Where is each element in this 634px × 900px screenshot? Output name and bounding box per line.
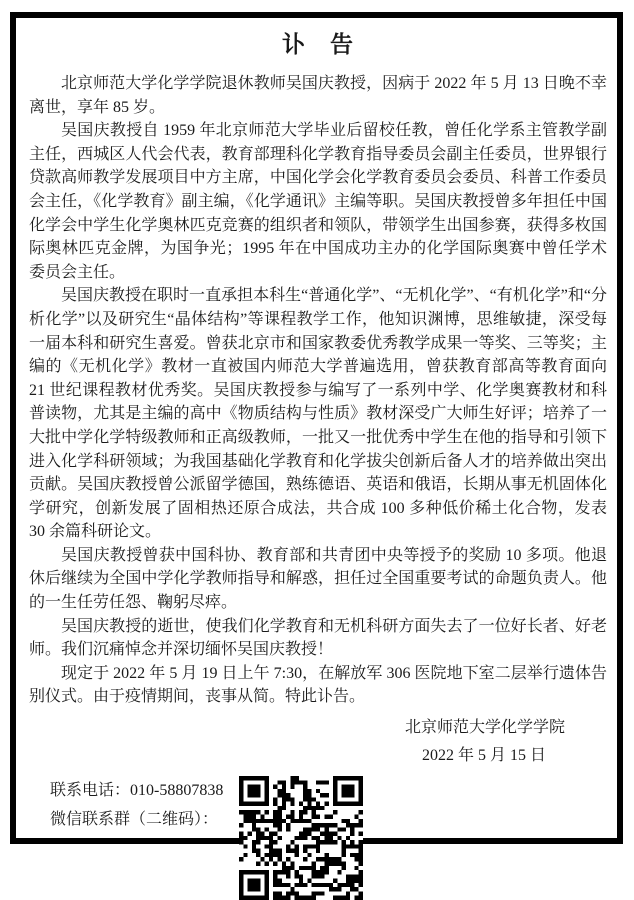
body-text [29, 72, 607, 709]
paragraph-teaching-research: 吴国庆教授在职时一直承担本科生“普通化学”、“无机化学”、“有机化学”和“分析化学”以及研究生“晶体结构”等课程教学工作，他知识渊博，思维敏捷，深受每一届本科和研究生喜爱。曾获北京市和国家教委优秀教学成果一等奖、三等奖；主编的《无机化学》教材一直被国内师范大学普遍选用，曾获教育部高等教育面向 21 世纪课程教材优秀奖。吴国庆教授参与编写了一系列中学、化学奥赛教材和科普读物，尤其是主编的高中《物质结构与性质》教材深受广大师生好评；培养了一大批中学化学特级教师和正高级教师，一批又一批优秀中学生在他的指导和引领下进入化学科研领域；为我国基础化学教育和化学拔尖创新后备人才的培养做出突出贡献。吴国庆教授曾公派留学德国，熟练德语、英语和俄语，长期从事无机固体化学研究，创新发展了固相热还原合成法，共合成 100 多种低价稀土化合物，发表 30 余篇科研论文。 [29, 287, 607, 541]
paragraph-awards: 吴国庆教授曾获中国科协、教育部和共青团中央等授予的奖励 10 多项。他退休后继续为全国中学化学教师指导和解惑，担任过全国重要考试的命题负责人。他的一生任劳任怨、鞠躬尽瘁。 [29, 546, 607, 612]
signature-organization: 北京师范大学化学学院 [404, 719, 565, 737]
paragraph-condolence: 吴国庆教授的逝世，使我们化学教育和无机科研方面失去了一位好长者、好老师。我们沉痛悼念并深切缅怀吴国庆教授！ [29, 617, 607, 659]
contact-block [29, 776, 607, 900]
contact-labels [50, 776, 239, 834]
signature-date: 2022 年 5 月 15 日 [421, 747, 546, 765]
paragraph-memorial-arrangements: 现定于 2022 年 5 月 19 日上午 7:30，在解放军 306 医院地下室二层举行遗体告别仪式。由于疫情期间，丧事从简。特此讣告。 [29, 664, 607, 706]
paragraph-death-notice: 北京师范大学化学学院退休教师吴国庆教授，因病于 2022 年 5 月 13 日晚不幸离世，享年 85 岁。 [29, 75, 607, 116]
contact-phone: 联系电话：010-58807838 [50, 782, 224, 800]
document-border-frame [10, 12, 623, 844]
paragraph-career: 吴国庆教授自 1959 年北京师范大学毕业后留校任教，曾任化学系主管教学副主任，西城区人代会代表，教育部理科化学教育指导委员会副主任委员，世界银行贷款高师教学发展项目中方主席，中国化学会化学教育委员会委员、科普工作委员会主任，《化学教育》副主编，《化学通讯》主编等职。吴国庆教授曾多年担任中国化学会中学生化学奥林匹克竞赛的组织者和领队，带领学生出国参赛，获得多枚国际奥林匹克金牌，为国争光；1995 年在中国成功主办的化学国际奥赛中曾任学术委员会主任。 [29, 122, 607, 281]
contact-wechat-label: 微信联系群（二维码）： [50, 811, 219, 829]
wechat-group-qr-code [239, 776, 363, 900]
document-title: 讣 告 [282, 32, 354, 57]
signature-block [29, 714, 607, 770]
document-content [16, 18, 617, 900]
